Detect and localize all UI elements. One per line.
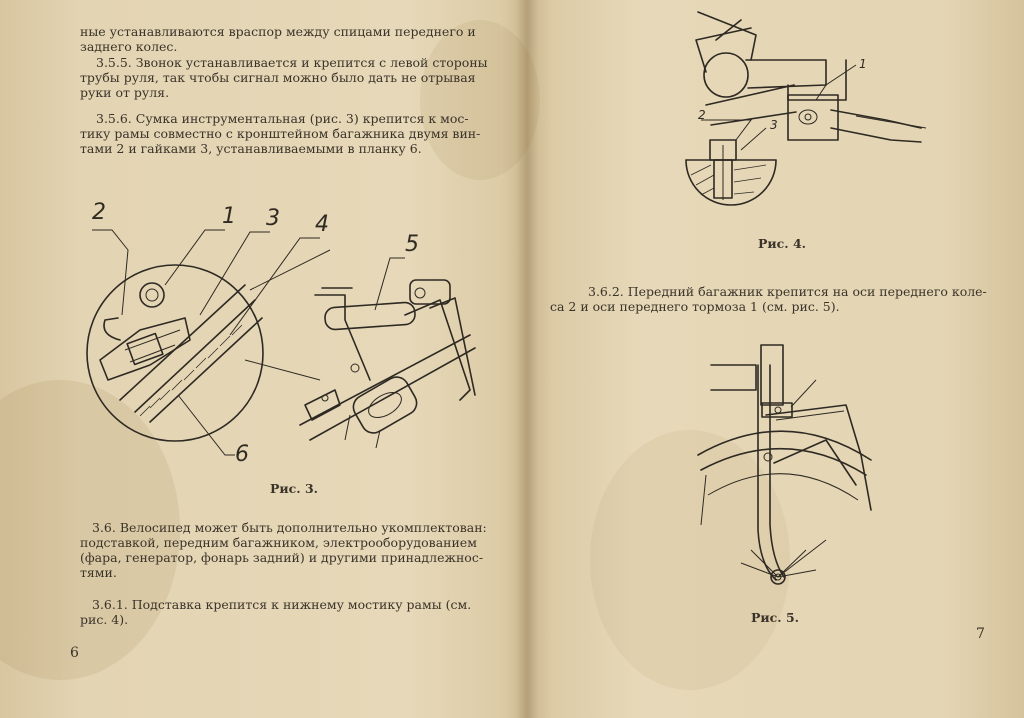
intro-paragraph [80,24,485,54]
fig3-label-4: 4 [315,212,329,237]
text-line: 3.6.2. Передний багажник крепится на оси переднего коле- [588,284,987,299]
text-line: заднего колес. [80,39,178,54]
figure-3-labels [0,190,526,490]
figure-3-caption: Рис. 3. [270,481,319,496]
right-page [526,0,1024,718]
fig4-label-3: 3 [770,118,778,132]
figure-5-drawing [526,345,1024,605]
text-line: са 2 и оси переднего тормоза 1 (см. рис. 5). [550,299,840,314]
page-number-right: 7 [976,626,985,642]
text-line: рис. 4). [80,612,129,627]
text-line: тями. [80,565,117,580]
text-line: 3.5.6. Сумка инструментальная (рис. 3) крепится к мос- [96,111,469,126]
text-line: (фара, генератор, фонарь задний) и другими принадлежнос- [80,550,484,565]
fig3-label-5: 5 [405,232,419,257]
text-line: 3.6. Велосипед может быть дополнительно укомплектован: [92,520,487,535]
paragraph-3-5-6 [80,111,485,156]
text-line: тику рамы совместно с кронштейном багажника двумя вин- [80,126,481,141]
figure-5-caption: Рис. 5. [751,610,800,625]
paragraph-3-5-5 [80,55,488,100]
text-line: 3.6.1. Подставка крепится к нижнему мостику рамы (см. [92,597,472,612]
text-line: ные устанавливаются враспор между спицами переднего и [80,24,476,39]
text-line: 3.5.5. Звонок устанавливается и крепится с левой стороны [96,55,488,70]
fig3-label-1: 1 [222,204,236,229]
text-line: трубы руля, так чтобы сигнал можно было дать не отрывая [80,70,476,85]
fig3-label-3: 3 [266,206,280,231]
page-number-left: 6 [70,645,79,661]
text-line: подставкой, передним багажником, электрооборудованием [80,535,477,550]
fig3-label-2: 2 [92,200,106,225]
text-line: тами 2 и гайками 3, устанавливаемыми в планку 6. [80,141,422,156]
figure-4-caption: Рис. 4. [758,236,807,251]
text-line: руки от руля. [80,85,170,100]
fig4-label-1: 1 [859,57,867,71]
paragraph-3-6 [80,520,485,580]
paragraph-3-6-2 [550,284,987,314]
fig4-label-2: 2 [698,108,706,122]
paragraph-3-6-1 [80,597,485,627]
fig3-label-6: 6 [235,442,249,467]
figure-4-labels [526,0,1024,230]
